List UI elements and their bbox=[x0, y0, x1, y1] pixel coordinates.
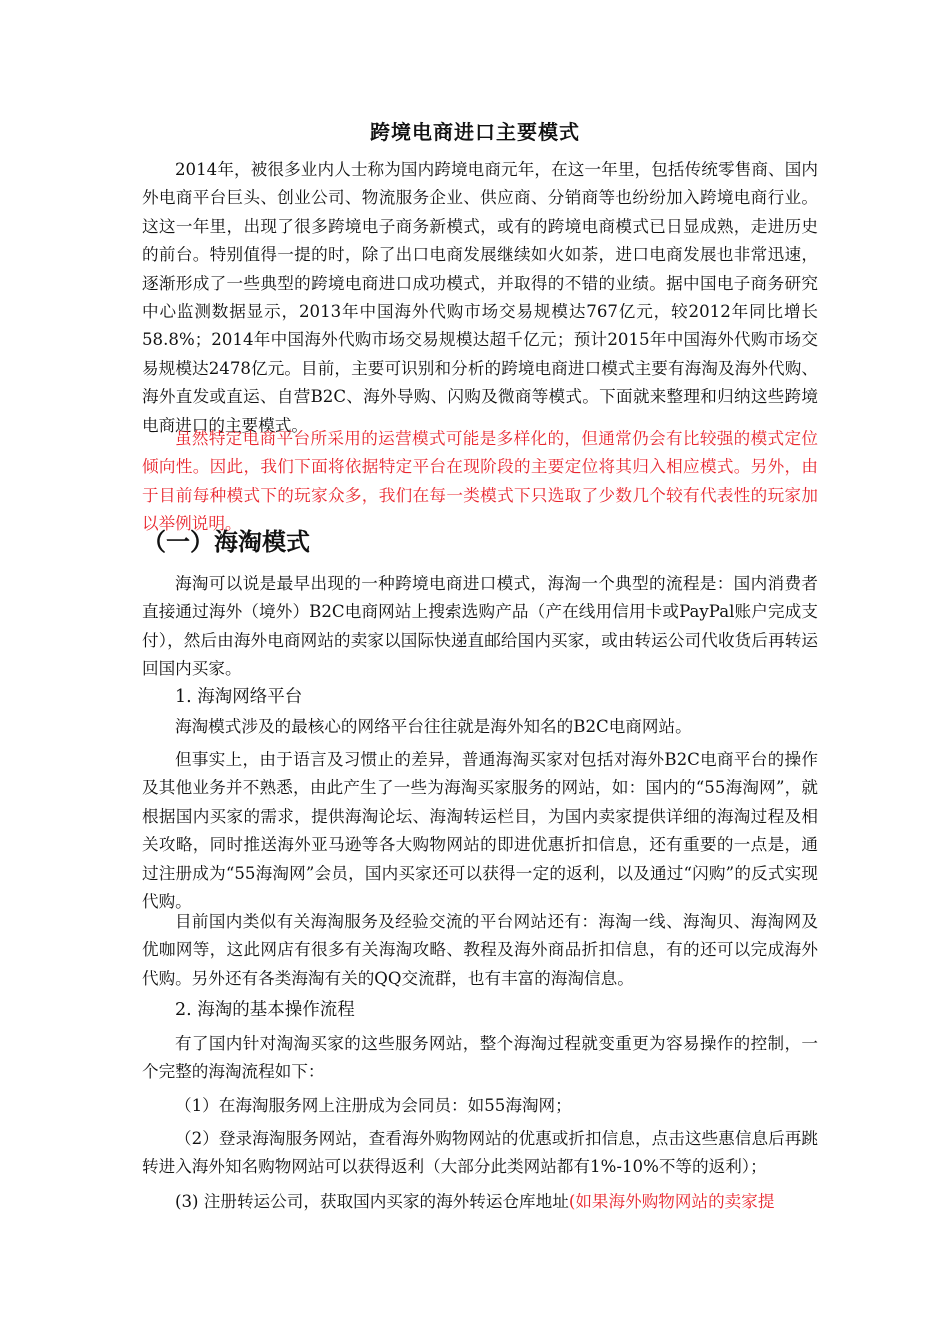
intro-note-paragraph: 虽然特定电商平台所采用的运营模式可能是多样化的，但通常仍会有比较强的模式定位倾向性。因此，我们下面将依据特定平台在现阶段的主要定位将其归入相应模式。另外，由于目前每种模式下的玩家众多，我们在每一类模式下只选取了少数几个较有代表性的玩家加以举例说明。 bbox=[142, 429, 818, 534]
platform-paragraph-3: 目前国内类似有关海淘服务及经验交流的平台网站还有：海淘一线、海淘贝、海淘网及优咖网等，这此网店有很多有关海淘攻略、教程及海外商品折扣信息，有的还可以完成海外代购。另外还有各类海淘有关的QQ交流群，也有丰富的海淘信息。 bbox=[142, 912, 818, 988]
document-title: 跨境电商进口主要模式 bbox=[370, 120, 580, 144]
process-step-1: （1）在海淘服务网上注册成为会同员：如55海淘网； bbox=[175, 1096, 572, 1115]
process-step-3 bbox=[142, 1188, 818, 1216]
section-paragraph: 海淘可以说是最早出现的一种跨境电商进口模式，海淘一个典型的流程是：国内消费者直接通过海外（境外）B2C电商网站上搜索选购产品（产在线用信用卡或PayPal账户完成支付），然后由海外电商网站的卖家以国际快递直邮给国内买家，或由转运公司代收货后再转运回国内买家。 bbox=[142, 574, 818, 679]
intro-paragraph: 2014年，被很多业内人士称为国内跨境电商元年，在这一年里，包括传统零售商、国内外电商平台巨头、创业公司、物流服务企业、供应商、分销商等也纷纷加入跨境电商行业。这这一年里，出现了很多跨境电子商务新模式，或有的跨境电商模式已日显成熟，走进历史的前台。特别值得一提的时，除了出口电商发展继续如火如荼，进口电商发展也非常迅速，逐渐形成了一些典型的跨境电商进口成功模式，并取得的不错的业绩。据中国电子商务研究中心监测数据显示，2013年中国海外代购市场交易规模达767亿元，较2012年同比增长58.8%；2014年中国海外代购市场交易规模达超千亿元；预计2015年中国海外代购市场交易规模达2478亿元。目前，主要可识别和分析的跨境电商进口模式主要有海淘及海外代购、海外直发或直运、自营B2C、海外导购、闪购及微商等模式。下面就来整理和归纳这些跨境电商进口的主要模式。 bbox=[142, 160, 818, 435]
process-step-3-text: (3) 注册转运公司，获取国内买家的海外转运仓库地址 bbox=[175, 1192, 569, 1211]
process-intro-paragraph: 有了国内针对淘淘买家的这些服务网站，整个海淘过程就变重更为容易操作的控制，一个完整的海淘流程如下： bbox=[142, 1034, 818, 1082]
subheading-platform: 1. 海淘网络平台 bbox=[175, 687, 303, 707]
platform-paragraph-2: 但事实上，由于语言及习惯止的差异，普通海淘买家对包括对海外B2C电商平台的操作及其他业务并不熟悉，由此产生了一些为海淘买家服务的网站，如：国内的“55海淘网”，就根据国内买家的需求，提供海淘论坛、海淘转运栏目，为国内卖家提供详细的海淘过程及相关攻略，同时推送海外亚马逊等各大购物网站的即进优惠折扣信息，还有重要的一点是，通过注册成为“55海淘网”会员，国内买家还可以获得一定的返利，以及通过“闪购”的反式实现代购。 bbox=[142, 750, 818, 912]
subheading-process: 2. 海淘的基本操作流程 bbox=[175, 1000, 355, 1020]
section-heading-haitao: （一）海淘模式 bbox=[142, 528, 310, 556]
process-step-2: （2）登录海淘服务网站，查看海外购物网站的优惠或折扣信息，点击这些惠信息后再跳转进入海外知名购物网站可以获得返利（大部分此类网站都有1%-10%不等的返利）； bbox=[142, 1129, 818, 1177]
platform-paragraph-1: 海淘模式涉及的最核心的网络平台往往就是海外知名的B2C电商网站。 bbox=[175, 717, 692, 736]
process-step-3-note: (如果海外购物网站的卖家提 bbox=[568, 1192, 775, 1211]
